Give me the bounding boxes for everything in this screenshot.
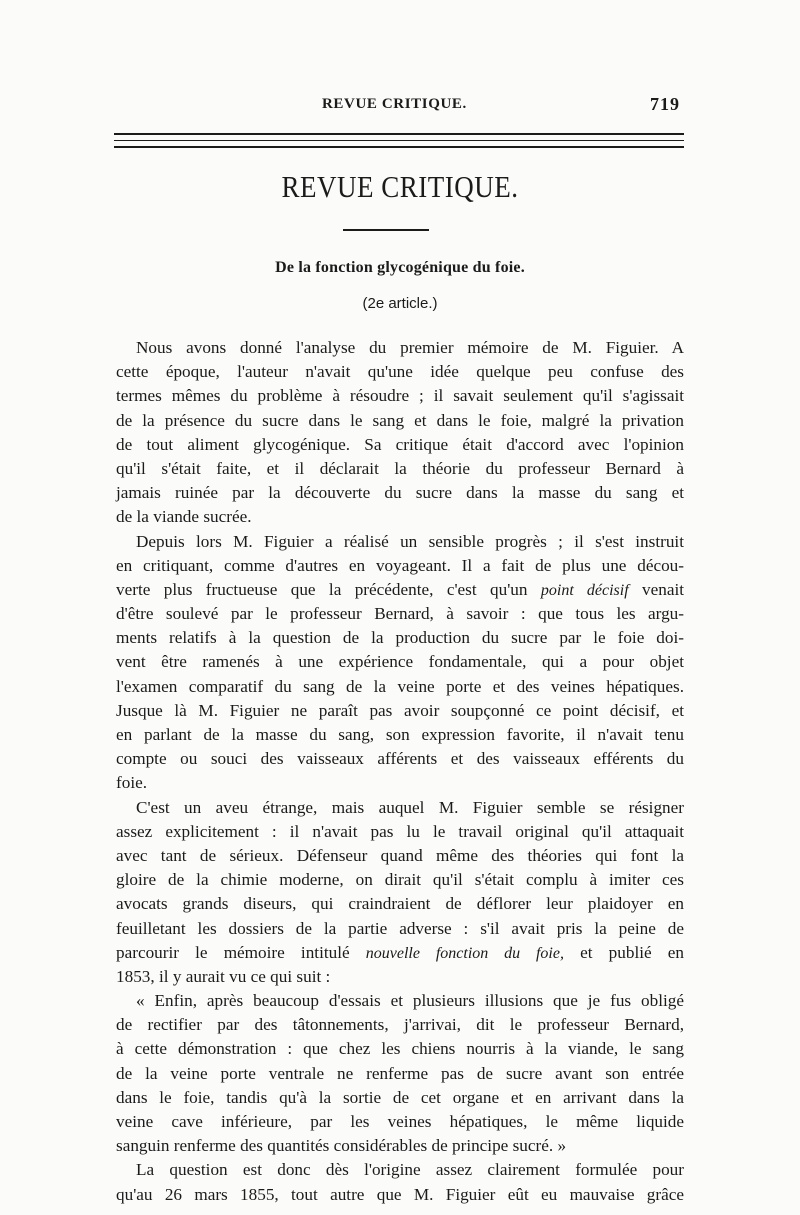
text-line: Depuis lors M. Figuier a réalisé un sensible progrès ; il s'est instruit	[136, 531, 684, 551]
article-number: (2e article.)	[362, 295, 438, 312]
article-subtitle: De la fonction glycogénique du foie.	[275, 259, 525, 276]
text-line: de la viande sucrée.	[116, 507, 252, 527]
quote-line: « Enfin, après beaucoup d'essais et plusieurs illusions que je fus obligé	[136, 991, 684, 1011]
text-line: avocats grands diseurs, qui craindraient de déflorer leur plaidoyer en	[116, 894, 684, 914]
text-line: foie.	[116, 773, 148, 793]
text-line: en critiquant, comme d'autres en voyageant. Il a fait de plus une décou-	[116, 555, 684, 575]
quote-line: veine cave inférieure, par les veines hépatiques, le même liquide	[116, 1112, 684, 1131]
text-line: jamais ruinée par la découverte du sucre dans la masse du sang et	[116, 483, 684, 503]
text-line: assez explicitement : il n'avait pas lu le travail original qu'il attaquait	[116, 821, 684, 841]
running-head	[0, 96, 800, 120]
header-rule-middle	[114, 140, 684, 141]
text-line: qu'il s'était faite, et il déclarait la théorie du professeur Bernard à	[116, 458, 684, 478]
text-segment: et publié en	[580, 942, 685, 962]
text-segment: venait	[642, 579, 685, 599]
text-line: vent être ramenés à une expérience fondamentale, qui a pour objet	[116, 652, 684, 672]
text-line: de la présence du sucre dans le sang et dans le foie, malgré la privation	[116, 410, 684, 430]
text-line: C'est un aveu étrange, mais auquel M. Figuier semble se résigner	[136, 797, 684, 817]
article-body	[116, 336, 684, 1207]
text-line	[116, 578, 684, 602]
text-line	[116, 941, 684, 965]
quote-line: de rectifier par des tâtonnements, j'arrivai, dit le professeur Bernard,	[116, 1015, 684, 1035]
text-segment: verte plus fructueuse que la précédente, c'est qu'un	[116, 579, 528, 599]
section-title: REVUE CRITIQUE.	[281, 170, 519, 204]
text-line: avec tant de sérieux. Défenseur quand même des théories qui font la	[116, 845, 684, 865]
quote-line: à cette démonstration : que chez les chiens nourris à la viande, le sang	[116, 1039, 684, 1059]
text-line: 1853, il y aurait vu ce qui suit :	[116, 966, 331, 986]
text-line: en parlant de la masse du sang, son expression favorite, il n'avait tenu	[116, 725, 684, 744]
quote-line: sanguin renferme des quantités considérables de principe sucré. »	[116, 1136, 567, 1156]
text-line: qu'au 26 mars 1855, tout autre que M. Figuier eût eu mauvaise grâce	[116, 1184, 684, 1204]
text-line: ments relatifs à la question de la production du sucre par le foie doi-	[116, 628, 684, 648]
title-divider	[343, 229, 429, 231]
text-line: feuilletant les dossiers de la partie adverse : s'il avait pris la peine de	[116, 918, 684, 938]
text-line: termes mêmes du problème à résoudre ; il savait seulement qu'il s'agissait	[116, 386, 684, 406]
text-line: l'examen comparatif du sang de la veine porte et des veines hépatiques.	[116, 676, 684, 696]
text-line: compte ou souci des vaisseaux afférents et des vaisseaux efférents du	[116, 749, 684, 769]
header-rule-top	[114, 133, 684, 135]
emphasis-text: point décisif	[540, 581, 629, 599]
page-number: 719	[650, 94, 680, 114]
header-rule-bottom	[114, 146, 684, 148]
text-line: Nous avons donné l'analyse du premier mémoire de M. Figuier. A	[136, 338, 684, 357]
text-line: Jusque là M. Figuier ne paraît pas avoir soupçonné ce point décisif, et	[116, 700, 684, 720]
quote-line: dans le foie, tandis qu'à la sortie de cet organe et en arrivant dans la	[116, 1087, 684, 1107]
text-line: cette époque, l'auteur n'avait qu'une idée quelque peu confuse des	[116, 362, 684, 382]
text-segment: parcourir le mémoire intitulé	[116, 942, 350, 962]
emphasis-text: nouvelle fonction du foie,	[365, 944, 564, 962]
quote-line: de la veine porte ventrale ne renferme pas de sucre avant son entrée	[116, 1063, 684, 1083]
text-line: de tout aliment glycogénique. Sa critique était d'accord avec l'opinion	[116, 434, 684, 454]
text-line: La question est donc dès l'origine assez clairement formulée pour	[136, 1160, 684, 1180]
text-line: gloire de la chimie moderne, on dirait qu'il s'était complu à imiter ces	[116, 870, 684, 890]
text-line: d'être soulevé par le professeur Bernard, à savoir : que tous les argu-	[116, 604, 684, 624]
running-head-title: REVUE CRITIQUE.	[322, 96, 467, 112]
